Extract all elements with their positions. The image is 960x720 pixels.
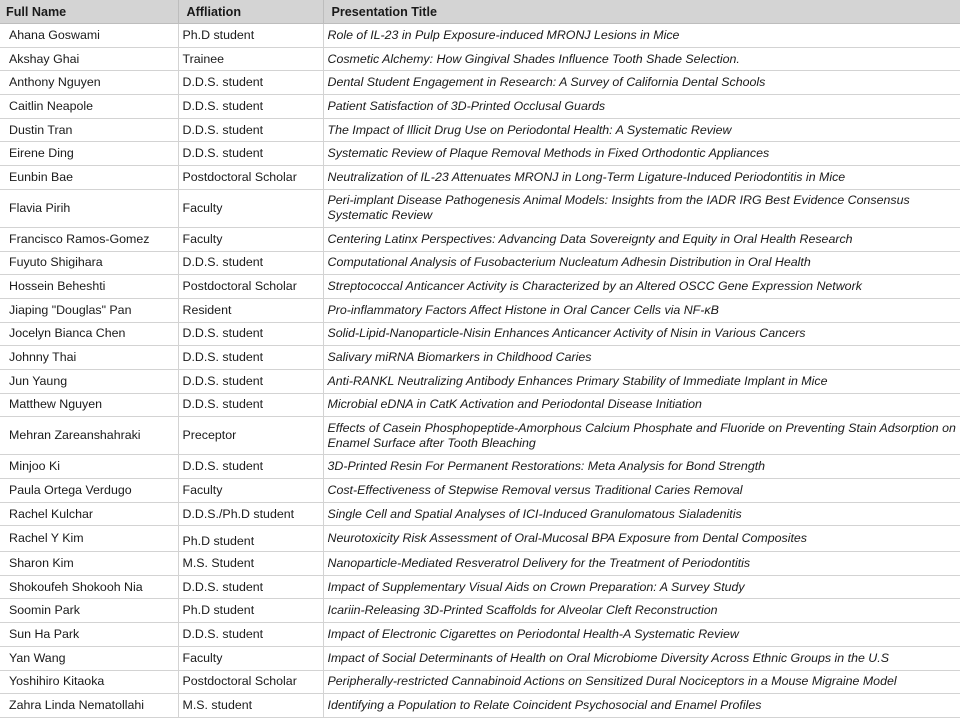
table-row[interactable] (0, 552, 960, 576)
cell-full-name[interactable]: Francisco Ramos-Gomez (0, 227, 178, 251)
cell-presentation-title[interactable]: Centering Latinx Perspectives: Advancing Data Sovereignty and Equity in Oral Health Research (323, 227, 960, 251)
cell-affiliation[interactable]: Faculty (178, 479, 323, 503)
table-row[interactable] (0, 479, 960, 503)
table-row[interactable] (0, 47, 960, 71)
cell-affiliation[interactable]: D.D.S. student (178, 142, 323, 166)
table-row[interactable] (0, 526, 960, 552)
cell-affiliation[interactable]: Preceptor (178, 417, 323, 455)
cell-presentation-title[interactable]: Patient Satisfaction of 3D-Printed Occlusal Guards (323, 95, 960, 119)
cell-full-name[interactable]: Sharon Kim (0, 552, 178, 576)
cell-full-name[interactable]: Minjoo Ki (0, 455, 178, 479)
cell-presentation-title[interactable]: Peripherally-restricted Cannabinoid Actions on Sensitized Dural Nociceptors in a Mouse Migraine Model (323, 670, 960, 694)
cell-affiliation[interactable]: D.D.S. student (178, 118, 323, 142)
cell-affiliation[interactable]: Faculty (178, 227, 323, 251)
header-row (0, 0, 960, 24)
column-header-presentation-title[interactable]: Presentation Title (323, 0, 960, 24)
table-row[interactable] (0, 24, 960, 48)
table-row[interactable] (0, 455, 960, 479)
cell-full-name[interactable]: Rachel Kulchar (0, 502, 178, 526)
cell-affiliation[interactable]: Postdoctoral Scholar (178, 275, 323, 299)
cell-presentation-title[interactable]: Peri-implant Disease Pathogenesis Animal Models: Insights from the IADR IRG Best Evidence Consensus Systematic Review (323, 189, 960, 227)
cell-full-name[interactable]: Dustin Tran (0, 118, 178, 142)
table-row[interactable] (0, 670, 960, 694)
cell-presentation-title[interactable]: Cosmetic Alchemy: How Gingival Shades Influence Tooth Shade Selection. (323, 47, 960, 71)
cell-presentation-title[interactable]: Anti-RANKL Neutralizing Antibody Enhances Primary Stability of Immediate Implant in Mice (323, 369, 960, 393)
cell-full-name[interactable]: Mehran Zareanshahraki (0, 417, 178, 455)
table-row[interactable] (0, 417, 960, 455)
cell-full-name[interactable]: Johnny Thai (0, 346, 178, 370)
cell-affiliation[interactable]: Ph.D student (178, 526, 323, 552)
cell-full-name[interactable]: Flavia Pirih (0, 189, 178, 227)
table-row[interactable] (0, 599, 960, 623)
cell-full-name[interactable]: Jiaping "Douglas" Pan (0, 298, 178, 322)
cell-affiliation[interactable]: D.D.S. student (178, 393, 323, 417)
cell-affiliation[interactable]: Postdoctoral Scholar (178, 670, 323, 694)
cell-affiliation[interactable]: D.D.S. student (178, 322, 323, 346)
table-row[interactable] (0, 189, 960, 227)
cell-affiliation[interactable]: Faculty (178, 646, 323, 670)
cell-presentation-title[interactable]: The Impact of Illicit Drug Use on Periodontal Health: A Systematic Review (323, 118, 960, 142)
cell-affiliation[interactable]: D.D.S. student (178, 346, 323, 370)
cell-full-name[interactable]: Caitlin Neapole (0, 95, 178, 119)
cell-full-name[interactable]: Jocelyn Bianca Chen (0, 322, 178, 346)
cell-full-name[interactable]: Akshay Ghai (0, 47, 178, 71)
cell-full-name[interactable]: Matthew Nguyen (0, 393, 178, 417)
cell-affiliation[interactable]: Ph.D student (178, 24, 323, 48)
cell-affiliation[interactable]: Postdoctoral Scholar (178, 166, 323, 190)
table-row[interactable] (0, 298, 960, 322)
cell-full-name[interactable]: Paula Ortega Verdugo (0, 479, 178, 503)
table-row[interactable] (0, 275, 960, 299)
cell-affiliation[interactable]: Faculty (178, 189, 323, 227)
cell-affiliation[interactable]: M.S. Student (178, 552, 323, 576)
cell-full-name[interactable]: Yoshihiro Kitaoka (0, 670, 178, 694)
cell-full-name[interactable]: Soomin Park (0, 599, 178, 623)
cell-affiliation[interactable]: D.D.S. student (178, 369, 323, 393)
cell-presentation-title[interactable]: Identifying a Population to Relate Coincident Psychosocial and Enamel Profiles (323, 694, 960, 718)
cell-presentation-title[interactable]: Computational Analysis of Fusobacterium Nucleatum Adhesin Distribution in Oral Health (323, 251, 960, 275)
cell-affiliation[interactable]: Trainee (178, 47, 323, 71)
cell-affiliation[interactable]: Resident (178, 298, 323, 322)
table-row[interactable] (0, 623, 960, 647)
table-row[interactable] (0, 646, 960, 670)
table-row[interactable] (0, 694, 960, 718)
column-header-affiliation[interactable]: Affliation (178, 0, 323, 24)
cell-presentation-title[interactable]: Icariin-Releasing 3D-Printed Scaffolds for Alveolar Cleft Reconstruction (323, 599, 960, 623)
cell-affiliation[interactable]: M.S. student (178, 694, 323, 718)
cell-presentation-title[interactable]: Dental Student Engagement in Research: A Survey of California Dental Schools (323, 71, 960, 95)
cell-presentation-title[interactable]: Streptococcal Anticancer Activity is Characterized by an Altered OSCC Gene Expression Network (323, 275, 960, 299)
table-row[interactable] (0, 166, 960, 190)
cell-full-name[interactable]: Eirene Ding (0, 142, 178, 166)
table-row[interactable] (0, 142, 960, 166)
table-row[interactable] (0, 369, 960, 393)
cell-affiliation[interactable]: D.D.S. student (178, 251, 323, 275)
cell-presentation-title[interactable]: Impact of Supplementary Visual Aids on Crown Preparation: A Survey Study (323, 575, 960, 599)
table-row[interactable] (0, 95, 960, 119)
table-row[interactable] (0, 346, 960, 370)
table-row[interactable] (0, 575, 960, 599)
cell-full-name[interactable]: Ahana Goswami (0, 24, 178, 48)
cell-presentation-title[interactable]: Systematic Review of Plaque Removal Methods in Fixed Orthodontic Appliances (323, 142, 960, 166)
cell-full-name[interactable]: Sun Ha Park (0, 623, 178, 647)
cell-presentation-title[interactable]: Role of IL-23 in Pulp Exposure-induced MRONJ Lesions in Mice (323, 24, 960, 48)
cell-presentation-title[interactable]: Salivary miRNA Biomarkers in Childhood Caries (323, 346, 960, 370)
cell-presentation-title[interactable]: Effects of Casein Phosphopeptide-Amorphous Calcium Phosphate and Fluoride on Preventing Stain Adsorption on Enamel Surface after Tooth Bleaching (323, 417, 960, 455)
cell-full-name[interactable]: Shokoufeh Shokooh Nia (0, 575, 178, 599)
table-row[interactable] (0, 393, 960, 417)
cell-presentation-title[interactable]: Nanoparticle-Mediated Resveratrol Delivery for the Treatment of Periodontitis (323, 552, 960, 576)
cell-affiliation[interactable]: D.D.S./Ph.D student (178, 502, 323, 526)
cell-affiliation[interactable]: Ph.D student (178, 599, 323, 623)
column-header-full-name[interactable]: Full Name (0, 0, 178, 24)
cell-full-name[interactable]: Yan Wang (0, 646, 178, 670)
cell-affiliation[interactable]: D.D.S. student (178, 623, 323, 647)
table-row[interactable] (0, 251, 960, 275)
cell-presentation-title[interactable]: Pro-inflammatory Factors Affect Histone in Oral Cancer Cells via NF-κB (323, 298, 960, 322)
table-row[interactable] (0, 502, 960, 526)
cell-presentation-title[interactable]: Neutralization of IL-23 Attenuates MRONJ in Long-Term Ligature-Induced Periodontitis in Mice (323, 166, 960, 190)
cell-affiliation[interactable]: D.D.S. student (178, 71, 323, 95)
cell-affiliation[interactable]: D.D.S. student (178, 455, 323, 479)
cell-presentation-title[interactable]: Neurotoxicity Risk Assessment of Oral-Mucosal BPA Exposure from Dental Composites (323, 526, 960, 552)
cell-full-name[interactable]: Rachel Y Kim (0, 526, 178, 552)
cell-full-name[interactable]: Hossein Beheshti (0, 275, 178, 299)
cell-presentation-title[interactable]: Cost-Effectiveness of Stepwise Removal versus Traditional Caries Removal (323, 479, 960, 503)
cell-presentation-title[interactable]: Microbial eDNA in CatK Activation and Periodontal Disease Initiation (323, 393, 960, 417)
cell-presentation-title[interactable]: Impact of Electronic Cigarettes on Periodontal Health-A Systematic Review (323, 623, 960, 647)
cell-full-name[interactable]: Anthony Nguyen (0, 71, 178, 95)
table-row[interactable] (0, 71, 960, 95)
table-row[interactable] (0, 227, 960, 251)
table-row[interactable] (0, 322, 960, 346)
cell-presentation-title[interactable]: 3D-Printed Resin For Permanent Restorations: Meta Analysis for Bond Strength (323, 455, 960, 479)
cell-full-name[interactable]: Zahra Linda Nematollahi (0, 694, 178, 718)
cell-full-name[interactable]: Eunbin Bae (0, 166, 178, 190)
cell-affiliation[interactable]: D.D.S. student (178, 575, 323, 599)
table-row[interactable] (0, 118, 960, 142)
cell-full-name[interactable]: Fuyuto Shigihara (0, 251, 178, 275)
cell-presentation-title[interactable]: Impact of Social Determinants of Health on Oral Microbiome Diversity Across Ethnic Groups in the U.S (323, 646, 960, 670)
cell-full-name[interactable]: Jun Yaung (0, 369, 178, 393)
cell-presentation-title[interactable]: Solid-Lipid-Nanoparticle-Nisin Enhances Anticancer Activity of Nisin in Various Cancers (323, 322, 960, 346)
cell-affiliation[interactable]: D.D.S. student (178, 95, 323, 119)
cell-presentation-title[interactable]: Single Cell and Spatial Analyses of ICI-Induced Granulomatous Sialadenitis (323, 502, 960, 526)
